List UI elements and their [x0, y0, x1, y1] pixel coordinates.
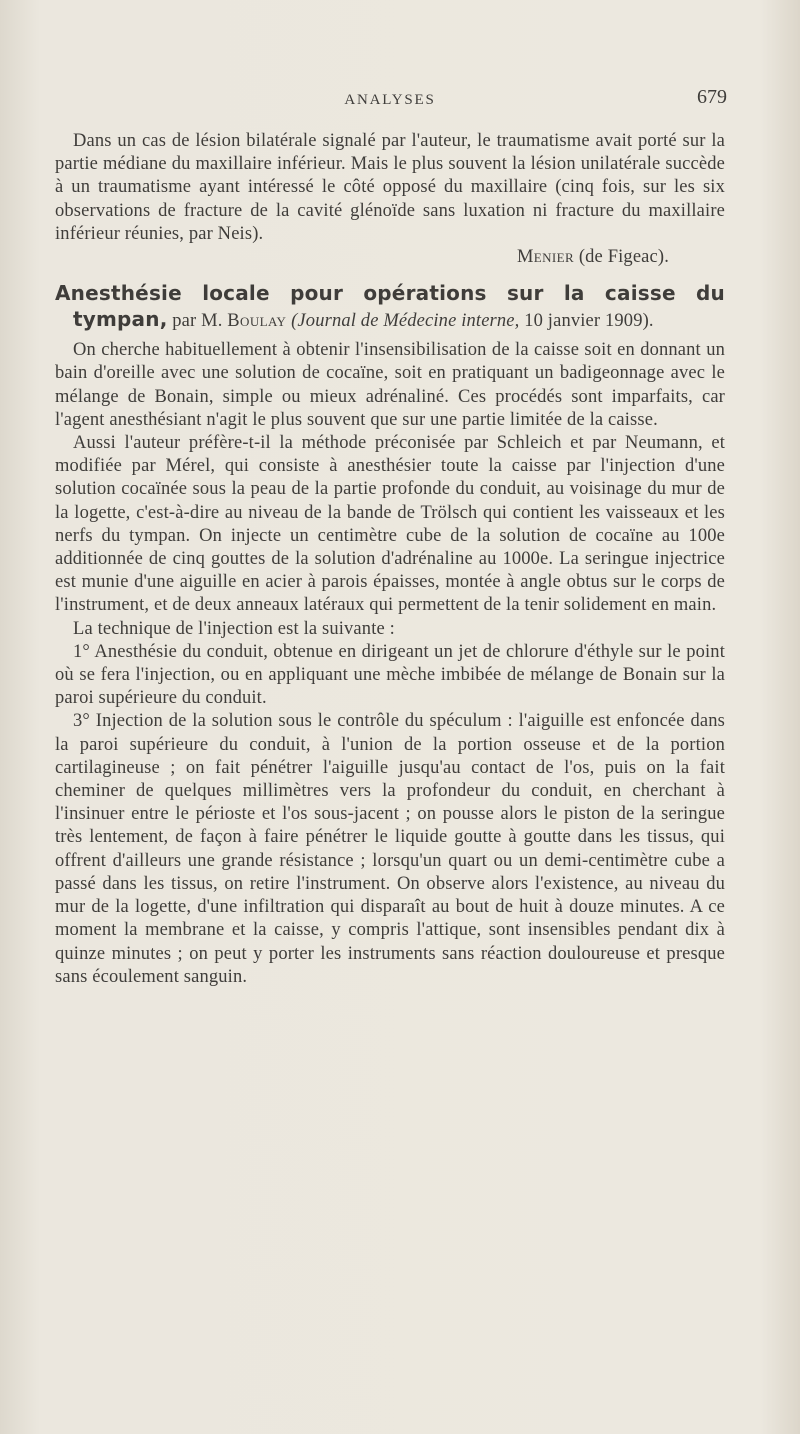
article-paragraph-3: La technique de l'injection est la suivante :	[73, 618, 395, 639]
article-date: 10 janvier 1909).	[524, 311, 654, 332]
article-heading	[55, 281, 725, 333]
running-title: ANALYSES	[344, 92, 436, 108]
article-journal: (Journal de Médecine interne,	[291, 311, 520, 332]
article-author: Boulay	[227, 311, 287, 332]
article-paragraph-2: Aussi l'auteur préfère-t-il la méthode préconisée par Schleich et par Neumann, et modifiée par Mérel, qui consiste à anesthésier toute la caisse par l'injection d'une solution cocaïnée sous la peau de la partie profonde du conduit, au voisinage du mur de la logette, c'est-à-dire au niveau de la bande de Trölsch qui contient les vaisseaux et les nerfs du tympan. On injecte un centimètre cube de la solution de cocaïne au 100e additionnée de cinq gouttes de la solution d'adrénaline au 1000e. La seringue injectrice est munie d'une aiguille en acier à parois épaisses, montée à angle obtus sur le corps de l'instrument, et de deux anneaux latéraux qui permettent de la tenir solidement en main.	[55, 433, 725, 616]
previous-article-paragraph: Dans un cas de lésion bilatérale signalé par l'auteur, le traumatisme avait porté sur la partie médiane du maxillaire inférieur. Mais le plus souvent la lésion unilatérale succède à un traumatisme ayant intéressé le côté opposé du maxillaire (cinq fois, sur les six observations de fracture de la cavité glénoïde sans luxation ni fracture du maxillaire inférieur réunies, par Neis).	[55, 131, 725, 244]
article-paragraph-5: 3° Injection de la solution sous le contrôle du spéculum : l'aiguille est enfoncée dans la paroi supérieure du conduit, à l'union de la portion osseuse et de la portion cartilagineuse ; on fait pénétrer l'aiguille jusqu'au contact de l'os, puis on la fait cheminer de quelques millimètres vers la profondeur du conduit, en cherchant à l'insinuer entre le périoste et l'os sous-jacent ; on pousse alors le piston de la seringue très lentement, de façon à faire pénétrer le liquide goutte à goutte dans les tissus, qui offrent d'ailleurs une grande résistance ; lorsqu'un quart ou un demi-centimètre cube a passé dans les tissus, on retire l'instrument. On observe alors l'existence, au niveau du mur de la logette, d'une infiltration qui disparaît au bout de huit à douze minutes. A ce moment la membrane et la caisse, y compris l'attique, sont insensibles pendant dix à quinze minutes ; on peut y porter les instruments sans réaction douloureuse et presque sans écoulement sanguin.	[55, 711, 725, 987]
article-title: Anesthésie locale pour opérations sur la caisse du tympan,	[55, 281, 725, 332]
page-header	[55, 86, 725, 118]
article-paragraph-4: 1° Anesthésie du conduit, obtenue en dirigeant un jet de chlorure d'éthyle sur le point où se fera l'injection, ou en appliquant une mèche imbibée de mélange de Bonain sur la paroi supérieure du conduit.	[55, 641, 725, 709]
signature-place: (de Figeac).	[578, 247, 669, 268]
signature-name: Menier	[516, 247, 575, 268]
article-paragraph-1: On cherche habituellement à obtenir l'insensibilisation de la caisse soit en donnant un bain d'oreille avec une solution de cocaïne, soit en pratiquant un badigeonnage avec le mélange de Bonain, simple ou mieux adrénaliné. Ces procédés sont imparfaits, car l'agent anesthésiant n'agit le plus souvent que sur une partie limitée de la caisse.	[55, 340, 725, 430]
page-number: 679	[697, 86, 727, 108]
page-body	[55, 130, 725, 989]
article-by: par M.	[172, 311, 223, 332]
signature	[55, 246, 669, 269]
